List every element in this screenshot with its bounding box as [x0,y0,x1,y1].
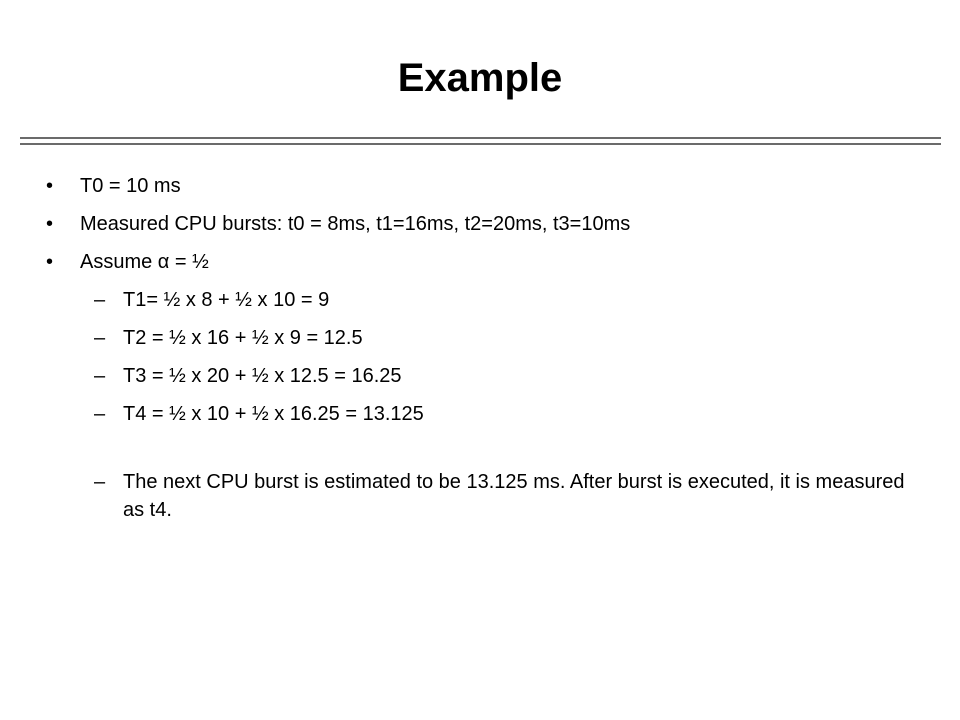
slide-title: Example [397,56,563,100]
title-divider-bottom [20,143,941,145]
bullet-item [46,170,926,202]
sub-bullet-marker: – [94,403,106,425]
bullet-item [46,246,926,278]
sub-bullet-item [94,468,924,524]
bullet-marker: • [46,213,54,235]
sub-bullet-item [94,360,924,392]
bullet-text: Assume α = ½ [80,251,209,273]
sub-bullet-text: T1= ½ x 8 + ½ x 10 = 9 [123,289,330,311]
sub-bullet-marker: – [94,327,106,349]
sub-bullet-marker: – [94,365,106,387]
sub-bullet-text: T3 = ½ x 20 + ½ x 12.5 = 16.25 [123,365,402,387]
title-divider-top [20,137,941,139]
bullet-text: Measured CPU bursts: t0 = 8ms, t1=16ms, t2=20ms, t3=10ms [80,213,631,235]
sub-bullet-text: The next CPU burst is estimated to be 13.125 ms. After burst is executed, it is measured as t4. [123,471,905,521]
sub-bullet-marker: – [94,289,106,311]
bullet-marker: • [46,175,54,197]
bullet-item [46,208,926,240]
bullet-list [46,170,926,284]
sub-bullet-marker: – [94,471,106,493]
bullet-marker: • [46,251,54,273]
bullet-text: T0 = 10 ms [80,175,181,197]
sub-bullet-item [94,398,924,430]
sub-bullet-item [94,322,924,354]
sub-bullet-item [94,284,924,316]
sub-bullet-text: T4 = ½ x 10 + ½ x 16.25 = 13.125 [123,403,424,425]
sub-bullet-list [94,284,924,530]
sub-bullet-text: T2 = ½ x 16 + ½ x 9 = 12.5 [123,327,363,349]
